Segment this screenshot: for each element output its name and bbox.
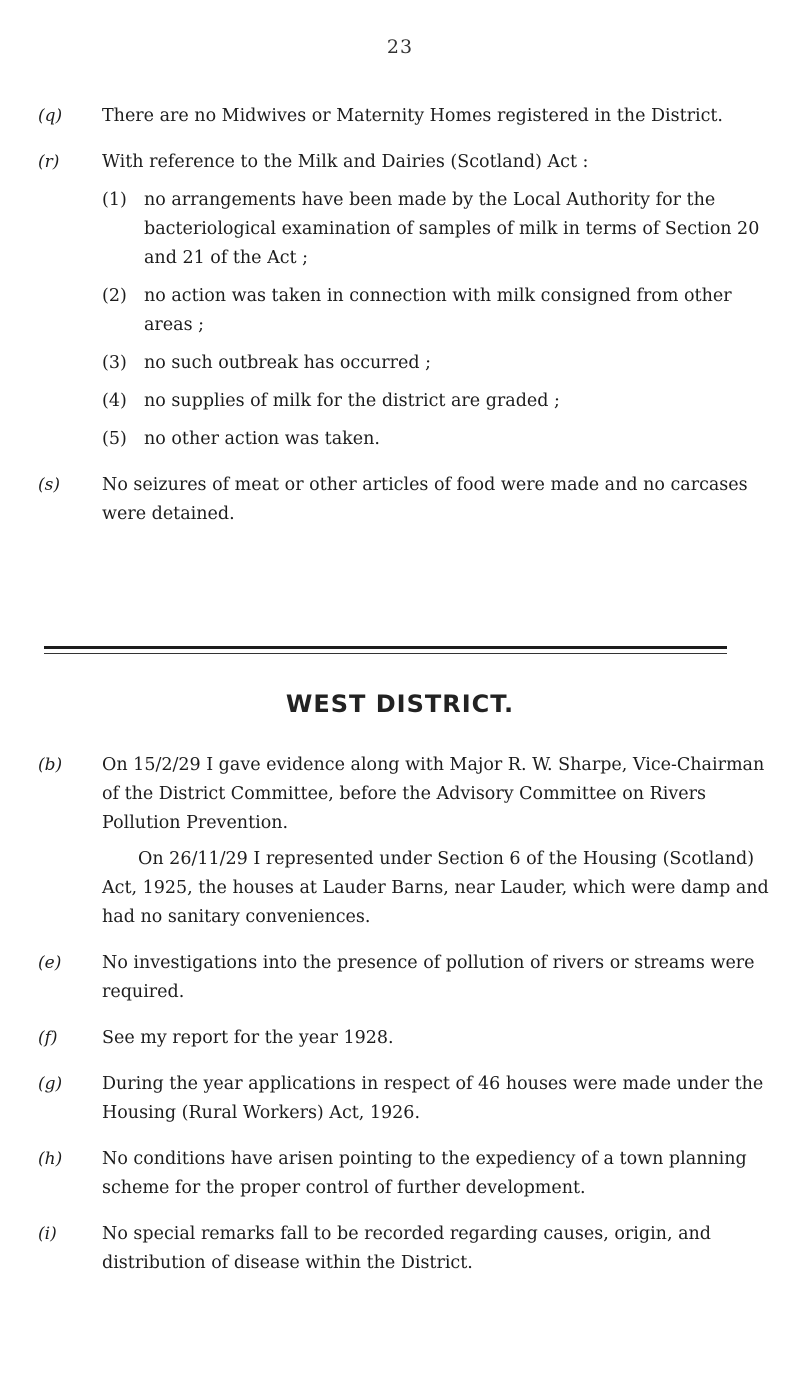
item-i: [38, 1220, 773, 1278]
subitem: [102, 425, 773, 454]
item-marker: (e): [38, 953, 62, 973]
item-marker: (s): [38, 475, 60, 495]
section-divider: [44, 646, 727, 654]
subitem-number: (1): [102, 190, 127, 210]
section-heading: WEST DISTRICT.: [285, 690, 515, 718]
subitem: [102, 282, 773, 340]
subitem-text: no arrangements have been made by the Local Authority for the bacteriological examination of samples of milk in terms of Section 20 and 21 of the Act ;: [144, 190, 760, 268]
item-r: [38, 148, 773, 454]
subitem-number: (2): [102, 286, 127, 306]
item-marker: (g): [38, 1074, 63, 1094]
top-section: [38, 102, 773, 546]
subitem-text: no supplies of milk for the district are graded ;: [144, 391, 560, 411]
subitem: [102, 387, 773, 416]
item-q: [38, 102, 773, 131]
item-g: [38, 1070, 773, 1128]
west-section: [38, 751, 773, 1295]
item-e: [38, 949, 773, 1007]
item-marker: (q): [38, 106, 63, 126]
subitem-number: (5): [102, 429, 127, 449]
item-text: With reference to the Milk and Dairies (Scotland) Act :: [102, 152, 589, 172]
subitem-number: (4): [102, 391, 127, 411]
subitem: [102, 186, 773, 273]
item-marker: (b): [38, 755, 63, 775]
subitem-number: (3): [102, 353, 127, 373]
item-text: No investigations into the presence of pollution of rivers or streams were required.: [102, 953, 755, 1002]
subitem-text: no action was taken in connection with milk consigned from other areas ;: [144, 286, 732, 335]
subitem-text: no other action was taken.: [144, 429, 380, 449]
item-f: [38, 1024, 773, 1053]
subitem: [102, 349, 773, 378]
item-text: No conditions have arisen pointing to the expediency of a town planning scheme for the proper control of further development.: [102, 1149, 747, 1198]
item-marker: (f): [38, 1028, 58, 1048]
item-s: [38, 471, 773, 529]
item-text: On 15/2/29 I gave evidence along with Major R. W. Sharpe, Vice-Chairman of the District Committee, before the Advisory Committee on Rivers Pollution Prevention.: [102, 755, 765, 833]
item-text: No special remarks fall to be recorded regarding causes, origin, and distribution of disease within the District.: [102, 1224, 711, 1273]
item-marker: (i): [38, 1224, 57, 1244]
page-number: 23: [386, 36, 414, 58]
item-text: During the year applications in respect of 46 houses were made under the Housing (Rural Workers) Act, 1926.: [102, 1074, 764, 1123]
divider-thick-line: [44, 646, 727, 649]
item-b: [38, 751, 773, 932]
item-text: See my report for the year 1928.: [102, 1028, 394, 1048]
item-text: No seizures of meat or other articles of food were made and no carcases were detained.: [102, 475, 748, 524]
item-marker: (h): [38, 1149, 63, 1169]
item-h: [38, 1145, 773, 1203]
item-text: There are no Midwives or Maternity Homes registered in the District.: [102, 106, 723, 126]
subitem-text: no such outbreak has occurred ;: [144, 353, 432, 373]
divider-thin-line: [44, 653, 727, 654]
item-text-second-paragraph: On 26/11/29 I represented under Section 6 of the Housing (Scotland) Act, 1925, the houses at Lauder Barns, near Lauder, which were damp and had no sanitary conveniences.: [102, 849, 769, 927]
item-marker: (r): [38, 152, 60, 172]
